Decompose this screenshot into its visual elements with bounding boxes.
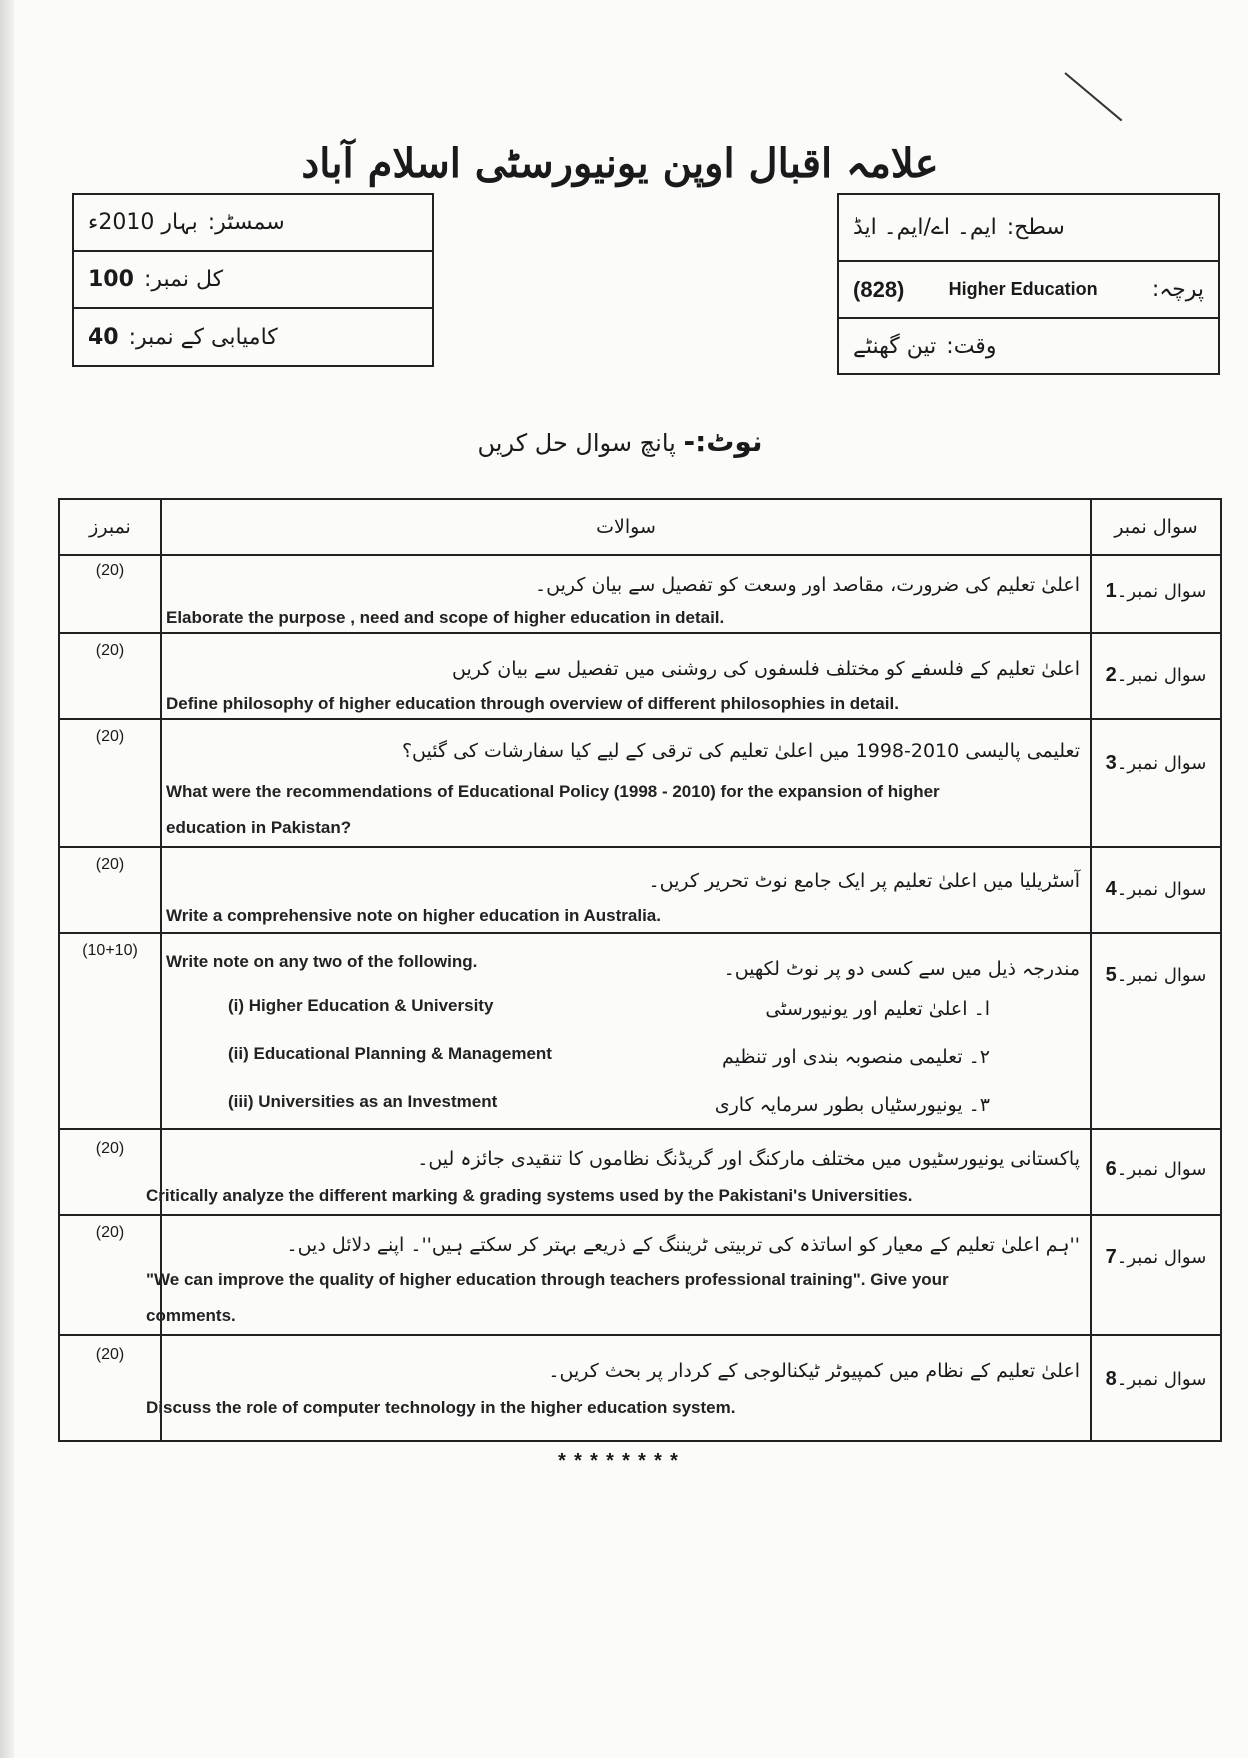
- total-marks-row: [74, 252, 432, 309]
- question-number: [1092, 964, 1220, 987]
- column-divider: [160, 500, 162, 1440]
- semester-value: بہار 2010ء: [88, 210, 198, 235]
- row-divider: [60, 632, 1220, 634]
- question-number: [1092, 752, 1220, 775]
- question-number-label: سوال نمبر۔: [1116, 965, 1207, 986]
- question-urdu: اعلیٰ تعلیم کے فلسفے کو مختلف فلسفوں کی روشنی میں تفصیل سے بیان کریں: [451, 658, 1080, 680]
- level-row: [839, 195, 1218, 262]
- question-urdu: پاکستانی یونیورسٹیوں میں مختلف مارکنگ اور گریڈنگ نظاموں کا تنقیدی جائزہ لیں۔: [417, 1148, 1080, 1170]
- question-urdu: آسٹریلیا میں اعلیٰ تعلیم پر ایک جامع نوٹ تحریر کریں۔: [648, 870, 1080, 892]
- paper-label: پرچہ:: [1151, 277, 1204, 302]
- question-number-value: 1: [1105, 580, 1117, 602]
- question-marks: (20): [95, 1224, 125, 1241]
- semester-row: [74, 195, 432, 252]
- question-number: [1092, 580, 1220, 603]
- question-english: Write note on any two of the following.: [166, 952, 478, 971]
- question-english: Discuss the role of computer technology in the higher education system.: [146, 1398, 736, 1417]
- question-number-value: 6: [1105, 1158, 1117, 1180]
- question-english: What were the recommendations of Educational Policy (1998 - 2010) for the expansion of higher: [166, 782, 940, 801]
- question-number: [1092, 1368, 1220, 1391]
- question-number-value: 3: [1105, 752, 1117, 774]
- row-divider: [60, 846, 1220, 848]
- scan-edge: [0, 0, 14, 1758]
- header-questions: سوالات: [596, 516, 656, 538]
- instruction-note: [420, 425, 820, 458]
- question-number-label: سوال نمبر۔: [1116, 879, 1207, 900]
- question-urdu: تعلیمی پالیسی 2010-1998 میں اعلیٰ تعلیم کی ترقی کے لیے کیا سفارشات کی گئیں؟: [401, 740, 1080, 762]
- question-number-label: سوال نمبر۔: [1116, 1369, 1207, 1390]
- question-number-label: سوال نمبر۔: [1116, 753, 1207, 774]
- option-urdu: ۳۔ یونیورسٹیاں بطور سرمایہ کاری: [714, 1094, 990, 1116]
- question-english: "We can improve the quality of higher education through teachers professional training". Give your: [146, 1270, 949, 1289]
- question-urdu: ''ہم اعلیٰ تعلیم کے معیار کو اساتذہ کی تربیتی ٹریننگ کے ذریعے بہتر کر سکتے ہیں''۔ اپنے دلائل دیں۔: [286, 1234, 1080, 1256]
- question-number-value: 4: [1105, 878, 1117, 900]
- option-english: (i) Higher Education & University: [228, 996, 494, 1015]
- question-english: Elaborate the purpose , need and scope of higher education in detail.: [166, 608, 725, 627]
- question-english: comments.: [146, 1306, 236, 1325]
- note-label: نوٹ:-: [683, 425, 763, 458]
- question-urdu: اعلیٰ تعلیم کے نظام میں کمپیوٹر ٹیکنالوجی کے کردار پر بحث کریں۔: [548, 1360, 1080, 1382]
- university-title: علامہ اقبال اوپن یونیورسٹی اسلام آباد: [301, 140, 939, 187]
- question-number: [1092, 1246, 1220, 1269]
- time-value: تین گھنٹے: [853, 333, 937, 359]
- note-text: پانچ سوال حل کریں: [477, 429, 676, 457]
- pen-stroke: [1064, 72, 1122, 121]
- question-english: Write a comprehensive note on higher education in Australia.: [166, 906, 661, 925]
- option-english: (ii) Educational Planning & Management: [228, 1044, 552, 1063]
- header-marks: نمبرز: [89, 516, 131, 538]
- total-marks-label: کل نمبر:: [143, 267, 224, 292]
- question-marks: (10+10): [82, 942, 138, 959]
- pass-marks-row: [74, 309, 432, 365]
- pass-marks-label: کامیابی کے نمبر:: [128, 324, 278, 350]
- paper-name: Higher Education: [948, 279, 1098, 299]
- row-divider: [60, 1334, 1220, 1336]
- row-divider: [60, 554, 1220, 556]
- question-number-label: سوال نمبر۔: [1116, 581, 1207, 602]
- end-marker: ********: [555, 1452, 684, 1475]
- level-label: سطح:: [1006, 215, 1065, 240]
- question-number-label: سوال نمبر۔: [1116, 665, 1207, 686]
- question-marks: (20): [95, 1140, 125, 1157]
- question-number: [1092, 1158, 1220, 1181]
- level-value: ایم۔ اے/ایم۔ ایڈ: [853, 215, 997, 240]
- option-urdu: ا۔ اعلیٰ تعلیم اور یونیورسٹی: [765, 998, 990, 1020]
- time-label: وقت:: [946, 333, 997, 359]
- question-table: [58, 498, 1222, 1442]
- question-number: [1092, 878, 1220, 901]
- option-english: (iii) Universities as an Investment: [228, 1092, 498, 1111]
- time-row: [839, 319, 1218, 373]
- header-question-no: سوال نمبر: [1114, 516, 1198, 538]
- question-number-value: 7: [1105, 1246, 1117, 1268]
- question-marks: (20): [95, 728, 125, 745]
- row-divider: [60, 1128, 1220, 1130]
- option-urdu: ۲۔ تعلیمی منصوبہ بندی اور تنظیم: [722, 1046, 990, 1068]
- question-english: Define philosophy of higher education through overview of different philosophies in detail.: [166, 694, 899, 713]
- question-number-label: سوال نمبر۔: [1116, 1159, 1207, 1180]
- row-divider: [60, 932, 1220, 934]
- question-english: Critically analyze the different marking & grading systems used by the Pakistani's Universities.: [146, 1186, 913, 1205]
- question-number-value: 2: [1105, 664, 1117, 686]
- row-divider: [60, 1214, 1220, 1216]
- question-number-value: 5: [1105, 964, 1117, 986]
- semester-label: سمسٹر:: [207, 210, 285, 235]
- question-urdu: اعلیٰ تعلیم کی ضرورت، مقاصد اور وسعت کو تفصیل سے بیان کریں۔: [535, 574, 1080, 596]
- question-marks: (20): [95, 642, 125, 659]
- paper-row: [839, 262, 1218, 319]
- question-number: [1092, 664, 1220, 687]
- question-urdu: مندرجہ ذیل میں سے کسی دو پر نوٹ لکھیں۔: [723, 958, 1080, 980]
- row-divider: [60, 718, 1220, 720]
- question-number-label: سوال نمبر۔: [1116, 1247, 1207, 1268]
- question-number-value: 8: [1105, 1368, 1117, 1390]
- question-marks: (20): [95, 856, 125, 873]
- paper-code: (828): [853, 276, 905, 302]
- question-marks: (20): [95, 562, 125, 579]
- question-marks: (20): [95, 1346, 125, 1363]
- question-english: education in Pakistan?: [166, 818, 352, 837]
- pass-marks-value: 40: [88, 324, 119, 350]
- paper-info-box: [837, 193, 1220, 375]
- total-marks-value: 100: [88, 267, 134, 292]
- exam-info-box: [72, 193, 434, 367]
